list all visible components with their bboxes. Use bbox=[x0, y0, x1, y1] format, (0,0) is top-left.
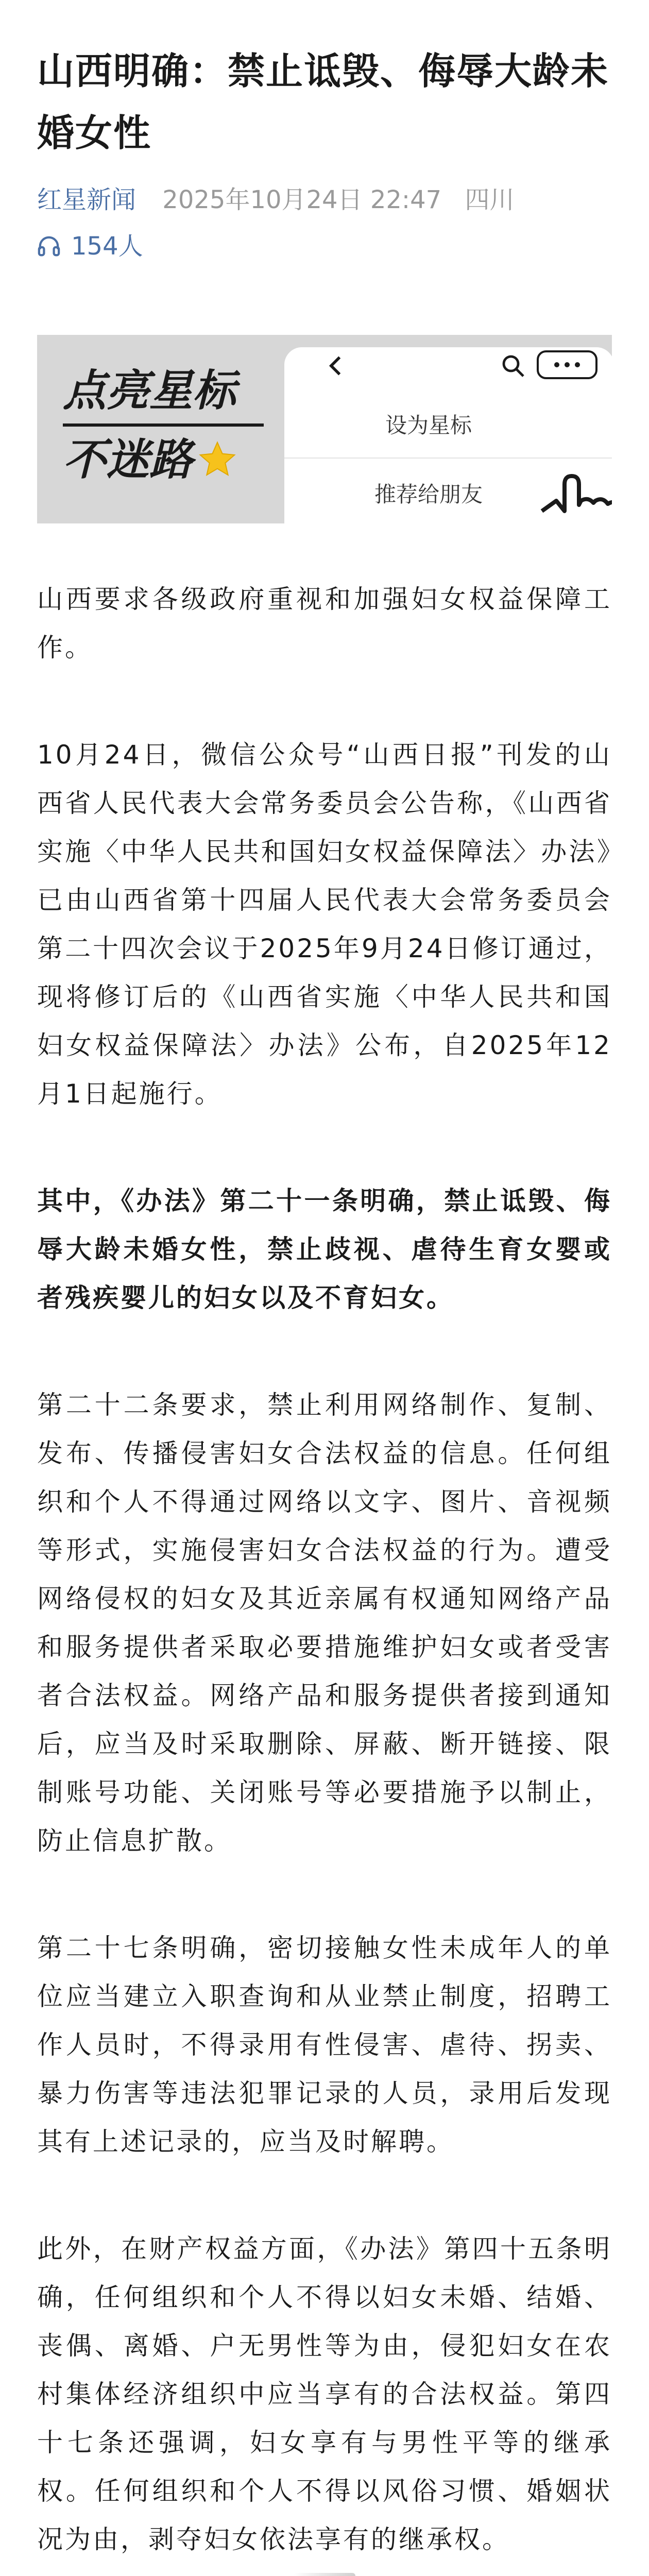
publish-date: 2025年10月24日 22:47 bbox=[162, 185, 442, 214]
card-toolbar bbox=[284, 347, 612, 383]
more-icon bbox=[537, 350, 597, 379]
bottom-fade bbox=[37, 2563, 612, 2576]
menu-divider bbox=[284, 457, 612, 459]
paragraph-5: 第二十七条明确，密切接触女性未成年人的单位应当建立入职查询和从业禁止制度，招聘工作人员时，不得录用有性侵害、虐待、拐卖、暴力伤害等违法犯罪记录的人员，录用后发现其有上述记录的，应当及时解聘。 bbox=[37, 1933, 612, 2157]
menu-item-recommend: 推荐给朋友 bbox=[374, 482, 483, 507]
banner-line-2-wrap bbox=[63, 427, 264, 493]
star-icon bbox=[197, 439, 238, 480]
paragraph-6: 此外，在财产权益方面，《办法》第四十五条明确，任何组织和个人不得以妇女未婚、结婚、丧偶、离婚、户无男性等为由，侵犯妇女在农村集体经济组织中应当享有的合法权益。第四十七条还强调，妇女享有与男性平等的继承权。任何组织和个人不得以风俗习惯、婚姻状况为由，剥夺妇女依法享有的继承权。 bbox=[37, 2234, 612, 2554]
article-title: 山西明确：禁止诋毁、侮辱大龄未婚女性 bbox=[37, 49, 609, 155]
article-meta bbox=[37, 183, 612, 216]
banner-line-1: 点亮星标 bbox=[63, 358, 264, 427]
banner-slogan bbox=[63, 358, 264, 493]
menu-item-set-star: 设为星标 bbox=[385, 413, 472, 438]
paragraph-2: 10月24日，微信公众号“山西日报”刊发的山西省人民代表大会常务委员会公告称，《山西省实施〈中华人民共和国妇女权益保障法〉办法》已由山西省第十四届人民代表大会常务委员会第二十四次会议于2025年9月24日修订通过，现将修订后的《山西省实施〈中华人民共和国妇女权益保障法〉办法》公布，自2025年12月1日起施行。 bbox=[37, 740, 612, 1109]
paragraph-3: 其中，《办法》第二十一条明确，禁止诋毁、侮辱大龄未婚女性，禁止歧视、虐待生育女婴或者残疾婴儿的妇女以及不育妇女。 bbox=[37, 1186, 612, 1313]
paragraph-4: 第二十二条要求，禁止利用网络制作、复制、发布、传播侵害妇女合法权益的信息。任何组织和个人不得通过网络以文字、图片、音视频等形式，实施侵害妇女合法权益的行为。遭受网络侵权的妇女及其近亲属有权通知网络产品和服务提供者采取必要措施维护妇女或者受害者合法权益。网络产品和服务提供者接到通知后，应当及时采取删除、屏蔽、断开链接、限制账号功能、关闭账号等必要措施予以制止，防止信息扩散。 bbox=[37, 1390, 612, 1856]
location: 四川 bbox=[465, 185, 515, 214]
banner-line-2: 不迷路 bbox=[63, 434, 193, 485]
source-link[interactable]: 红星新闻 bbox=[37, 185, 136, 214]
star-banner[interactable] bbox=[37, 335, 612, 523]
listen-button[interactable] bbox=[37, 230, 612, 263]
search-icon bbox=[501, 353, 525, 378]
scroll-handle[interactable] bbox=[294, 2573, 355, 2576]
article-body bbox=[37, 575, 612, 2564]
hand-pointer-icon bbox=[532, 470, 612, 523]
headphone-icon bbox=[37, 234, 61, 258]
paragraph-1: 山西要求各级政府重视和加强妇女权益保障工作。 bbox=[37, 584, 612, 663]
back-icon bbox=[326, 354, 346, 377]
listener-count: 154人 bbox=[71, 232, 143, 261]
